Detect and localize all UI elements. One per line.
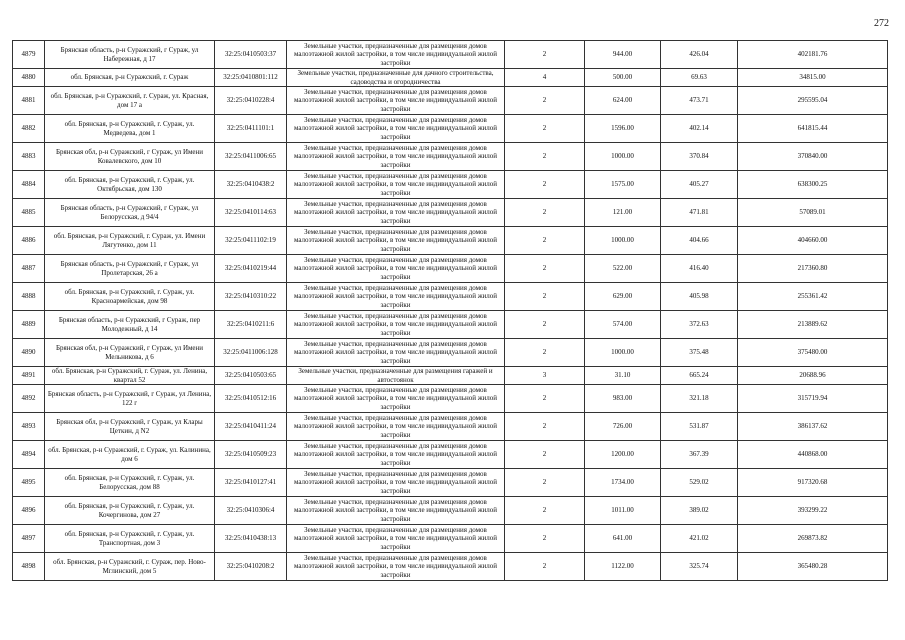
cadastral-number-cell: 32:25:0410127:41 — [215, 469, 287, 497]
land-use-cell: Земельные участки, предназначенные для размещения домов малоэтажной жилой застройки, в том числе индивидуальной жилой застройки — [287, 227, 505, 255]
area-cell: 1000.00 — [585, 339, 661, 367]
cadastral-value-cell: 386137.62 — [738, 413, 888, 441]
cadastral-number-cell: 32:25:0410801:112 — [215, 69, 287, 87]
specific-value-cell: 375.48 — [661, 339, 738, 367]
cadastral-number-cell: 32:25:0410503:37 — [215, 41, 287, 69]
cadastral-value-cell: 638300.25 — [738, 171, 888, 199]
land-use-cell: Земельные участки, предназначенные для дачного строительства, садоводства и огородничества — [287, 69, 505, 87]
address-cell: обл. Брянская, р-н Суражский, г. Сураж, ул. Ленина, квартал 52 — [45, 367, 215, 385]
area-cell: 726.00 — [585, 413, 661, 441]
address-cell: обл. Брянская, р-н Суражский, г. Сураж, ул. Белорусская, дом 88 — [45, 469, 215, 497]
area-cell: 1200.00 — [585, 441, 661, 469]
use-group-cell: 2 — [505, 311, 585, 339]
land-use-cell: Земельные участки, предназначенные для размещения домов малоэтажной жилой застройки, в том числе индивидуальной жилой застройки — [287, 497, 505, 525]
land-use-cell: Земельные участки, предназначенные для размещения домов малоэтажной жилой застройки, в том числе индивидуальной жилой застройки — [287, 143, 505, 171]
table-body — [13, 41, 888, 581]
cadastral-number-cell: 32:25:0410211:6 — [215, 311, 287, 339]
row-number-cell: 4886 — [13, 227, 45, 255]
specific-value-cell: 370.84 — [661, 143, 738, 171]
cadastral-value-cell: 641815.44 — [738, 115, 888, 143]
address-cell: обл. Брянская, р-н Суражский, г. Сураж, ул. Красная, дом 17 а — [45, 87, 215, 115]
page-number: 272 — [874, 18, 889, 29]
area-cell: 1011.00 — [585, 497, 661, 525]
cadastral-number-cell: 32:25:0411101:1 — [215, 115, 287, 143]
table-row — [13, 255, 888, 283]
specific-value-cell: 321.18 — [661, 385, 738, 413]
use-group-cell: 2 — [505, 497, 585, 525]
table-row — [13, 283, 888, 311]
specific-value-cell: 471.81 — [661, 199, 738, 227]
land-use-cell: Земельные участки, предназначенные для размещения домов малоэтажной жилой застройки, в том числе индивидуальной жилой застройки — [287, 171, 505, 199]
specific-value-cell: 402.14 — [661, 115, 738, 143]
cadastral-value-cell: 217360.80 — [738, 255, 888, 283]
specific-value-cell: 416.40 — [661, 255, 738, 283]
table-row — [13, 143, 888, 171]
area-cell: 574.00 — [585, 311, 661, 339]
table-row — [13, 227, 888, 255]
specific-value-cell: 367.39 — [661, 441, 738, 469]
row-number-cell: 4891 — [13, 367, 45, 385]
row-number-cell: 4897 — [13, 525, 45, 553]
cadastral-number-cell: 32:25:0410306:4 — [215, 497, 287, 525]
specific-value-cell: 529.02 — [661, 469, 738, 497]
specific-value-cell: 325.74 — [661, 553, 738, 581]
table-row — [13, 497, 888, 525]
area-cell: 31.10 — [585, 367, 661, 385]
cadastral-value-cell: 255361.42 — [738, 283, 888, 311]
cadastral-number-cell: 32:25:0410509:23 — [215, 441, 287, 469]
use-group-cell: 4 — [505, 69, 585, 87]
address-cell: обл. Брянская, р-н Суражский, г. Сураж — [45, 69, 215, 87]
area-cell: 1734.00 — [585, 469, 661, 497]
use-group-cell: 2 — [505, 441, 585, 469]
table-row — [13, 115, 888, 143]
address-cell: обл. Брянская, р-н Суражский, г. Сураж, ул. Медведева, дом 1 — [45, 115, 215, 143]
cadastral-value-cell: 269873.82 — [738, 525, 888, 553]
address-cell: обл. Брянская, р-н Суражский, г. Сураж, ул. Красноармейская, дом 98 — [45, 283, 215, 311]
table-row — [13, 311, 888, 339]
address-cell: Брянская область, р-н Суражский, г Сураж, ул Ленина, 122 г — [45, 385, 215, 413]
land-use-cell: Земельные участки, предназначенные для размещения домов малоэтажной жилой застройки, в том числе индивидуальной жилой застройки — [287, 385, 505, 413]
address-cell: обл. Брянская, р-н Суражский, г. Сураж, ул. Калинина, дом 6 — [45, 441, 215, 469]
area-cell: 1000.00 — [585, 143, 661, 171]
row-number-cell: 4880 — [13, 69, 45, 87]
row-number-cell: 4882 — [13, 115, 45, 143]
cadastral-number-cell: 32:25:0410219:44 — [215, 255, 287, 283]
address-cell: Брянская обл, р-н Суражский, г Сураж, ул Имени Мельникова, д 6 — [45, 339, 215, 367]
specific-value-cell: 421.02 — [661, 525, 738, 553]
row-number-cell: 4890 — [13, 339, 45, 367]
use-group-cell: 2 — [505, 385, 585, 413]
table-row — [13, 69, 888, 87]
area-cell: 1596.00 — [585, 115, 661, 143]
row-number-cell: 4884 — [13, 171, 45, 199]
row-number-cell: 4879 — [13, 41, 45, 69]
row-number-cell: 4895 — [13, 469, 45, 497]
area-cell: 641.00 — [585, 525, 661, 553]
row-number-cell: 4898 — [13, 553, 45, 581]
land-use-cell: Земельные участки, предназначенные для размещения домов малоэтажной жилой застройки, в том числе индивидуальной жилой застройки — [287, 441, 505, 469]
use-group-cell: 2 — [505, 41, 585, 69]
row-number-cell: 4892 — [13, 385, 45, 413]
table-row — [13, 367, 888, 385]
cadastral-value-cell: 295595.04 — [738, 87, 888, 115]
table-row — [13, 41, 888, 69]
cadastral-number-cell: 32:25:0410411:24 — [215, 413, 287, 441]
use-group-cell: 2 — [505, 413, 585, 441]
row-number-cell: 4881 — [13, 87, 45, 115]
cadastral-number-cell: 32:25:0410228:4 — [215, 87, 287, 115]
address-cell: Брянская обл, р-н Суражский, г Сураж, ул Имени Ковалевского, дом 10 — [45, 143, 215, 171]
row-number-cell: 4883 — [13, 143, 45, 171]
land-use-cell: Земельные участки, предназначенные для размещения домов малоэтажной жилой застройки, в том числе индивидуальной жилой застройки — [287, 311, 505, 339]
specific-value-cell: 531.87 — [661, 413, 738, 441]
cadastral-value-cell: 393299.22 — [738, 497, 888, 525]
land-use-cell: Земельные участки, предназначенные для размещения домов малоэтажной жилой застройки, в том числе индивидуальной жилой застройки — [287, 525, 505, 553]
row-number-cell: 4889 — [13, 311, 45, 339]
address-cell: Брянская область, р-н Суражский, г Сураж, ул Набережная, д 17 — [45, 41, 215, 69]
specific-value-cell: 405.27 — [661, 171, 738, 199]
cadastral-number-cell: 32:25:0410438:2 — [215, 171, 287, 199]
area-cell: 629.00 — [585, 283, 661, 311]
area-cell: 1122.00 — [585, 553, 661, 581]
row-number-cell: 4887 — [13, 255, 45, 283]
cadastral-value-cell: 375480.00 — [738, 339, 888, 367]
cadastral-number-cell: 32:25:0410503:65 — [215, 367, 287, 385]
cadastral-value-cell: 917320.68 — [738, 469, 888, 497]
cadastral-value-cell: 370840.00 — [738, 143, 888, 171]
use-group-cell: 2 — [505, 255, 585, 283]
row-number-cell: 4894 — [13, 441, 45, 469]
specific-value-cell: 404.66 — [661, 227, 738, 255]
address-cell: обл. Брянская, р-н Суражский, г. Сураж, ул. Транспортная, дом 3 — [45, 525, 215, 553]
use-group-cell: 3 — [505, 367, 585, 385]
cadastral-value-cell: 365480.28 — [738, 553, 888, 581]
use-group-cell: 2 — [505, 283, 585, 311]
use-group-cell: 2 — [505, 171, 585, 199]
table-row — [13, 525, 888, 553]
specific-value-cell: 426.04 — [661, 41, 738, 69]
cadastral-value-cell: 57089.01 — [738, 199, 888, 227]
area-cell: 121.00 — [585, 199, 661, 227]
land-use-cell: Земельные участки, предназначенные для размещения домов малоэтажной жилой застройки, в том числе индивидуальной жилой застройки — [287, 469, 505, 497]
table-row — [13, 87, 888, 115]
land-plots-table — [12, 40, 888, 581]
table-row — [13, 469, 888, 497]
area-cell: 522.00 — [585, 255, 661, 283]
row-number-cell: 4896 — [13, 497, 45, 525]
specific-value-cell: 69.63 — [661, 69, 738, 87]
land-use-cell: Земельные участки, предназначенные для размещения домов малоэтажной жилой застройки, в том числе индивидуальной жилой застройки — [287, 115, 505, 143]
land-use-cell: Земельные участки, предназначенные для размещения домов малоэтажной жилой застройки, в том числе индивидуальной жилой застройки — [287, 87, 505, 115]
cadastral-number-cell: 32:25:0410208:2 — [215, 553, 287, 581]
area-cell: 1000.00 — [585, 227, 661, 255]
cadastral-number-cell: 32:25:0411102:19 — [215, 227, 287, 255]
row-number-cell: 4885 — [13, 199, 45, 227]
address-cell: Брянская область, р-н Суражский, г Сураж, ул Белорусская, д 94/4 — [45, 199, 215, 227]
cadastral-number-cell: 32:25:0411006:128 — [215, 339, 287, 367]
area-cell: 944.00 — [585, 41, 661, 69]
use-group-cell: 2 — [505, 227, 585, 255]
area-cell: 983.00 — [585, 385, 661, 413]
use-group-cell: 2 — [505, 525, 585, 553]
land-use-cell: Земельные участки, предназначенные для размещения домов малоэтажной жилой застройки, в том числе индивидуальной жилой застройки — [287, 553, 505, 581]
row-number-cell: 4893 — [13, 413, 45, 441]
specific-value-cell: 389.02 — [661, 497, 738, 525]
address-cell: обл. Брянская, р-н Суражский, г. Сураж, ул. Кочергинова, дом 27 — [45, 497, 215, 525]
table-row — [13, 553, 888, 581]
cadastral-value-cell: 34815.00 — [738, 69, 888, 87]
use-group-cell: 2 — [505, 469, 585, 497]
area-cell: 500.00 — [585, 69, 661, 87]
table-row — [13, 441, 888, 469]
cadastral-number-cell: 32:25:0410310:22 — [215, 283, 287, 311]
use-group-cell: 2 — [505, 87, 585, 115]
table-row — [13, 339, 888, 367]
table-row — [13, 171, 888, 199]
cadastral-value-cell: 315719.94 — [738, 385, 888, 413]
cadastral-value-cell: 402181.76 — [738, 41, 888, 69]
cadastral-number-cell: 32:25:0410512:16 — [215, 385, 287, 413]
specific-value-cell: 372.63 — [661, 311, 738, 339]
row-number-cell: 4888 — [13, 283, 45, 311]
specific-value-cell: 665.24 — [661, 367, 738, 385]
area-cell: 624.00 — [585, 87, 661, 115]
land-use-cell: Земельные участки, предназначенные для размещения домов малоэтажной жилой застройки, в том числе индивидуальной жилой застройки — [287, 283, 505, 311]
address-cell: Брянская область, р-н Суражский, г Сураж, ул Пролетарская, 26 а — [45, 255, 215, 283]
use-group-cell: 2 — [505, 115, 585, 143]
address-cell: обл. Брянская, р-н Суражский, г. Сураж, пер. Ново-Мглинский, дом 5 — [45, 553, 215, 581]
use-group-cell: 2 — [505, 199, 585, 227]
land-use-cell: Земельные участки, предназначенные для размещения домов малоэтажной жилой застройки, в том числе индивидуальной жилой застройки — [287, 41, 505, 69]
land-use-cell: Земельные участки, предназначенные для размещения гаражей и автостоянок — [287, 367, 505, 385]
cadastral-number-cell: 32:25:0410114:63 — [215, 199, 287, 227]
table-row — [13, 385, 888, 413]
specific-value-cell: 473.71 — [661, 87, 738, 115]
cadastral-value-cell: 440868.00 — [738, 441, 888, 469]
use-group-cell: 2 — [505, 339, 585, 367]
use-group-cell: 2 — [505, 553, 585, 581]
specific-value-cell: 405.98 — [661, 283, 738, 311]
address-cell: обл. Брянская, р-н Суражский, г. Сураж, ул. Октябрьская, дом 130 — [45, 171, 215, 199]
cadastral-number-cell: 32:25:0410438:13 — [215, 525, 287, 553]
cadastral-number-cell: 32:25:0411006:65 — [215, 143, 287, 171]
land-use-cell: Земельные участки, предназначенные для размещения домов малоэтажной жилой застройки, в том числе индивидуальной жилой застройки — [287, 339, 505, 367]
table-row — [13, 199, 888, 227]
land-use-cell: Земельные участки, предназначенные для размещения домов малоэтажной жилой застройки, в том числе индивидуальной жилой застройки — [287, 199, 505, 227]
land-use-cell: Земельные участки, предназначенные для размещения домов малоэтажной жилой застройки, в том числе индивидуальной жилой застройки — [287, 413, 505, 441]
cadastral-value-cell: 213889.62 — [738, 311, 888, 339]
use-group-cell: 2 — [505, 143, 585, 171]
address-cell: обл. Брянская, р-н Суражский, г. Сураж, ул. Имени Лягутенко, дом 11 — [45, 227, 215, 255]
cadastral-value-cell: 404660.00 — [738, 227, 888, 255]
area-cell: 1575.00 — [585, 171, 661, 199]
address-cell: Брянская обл, р-н Суражский, г Сураж, ул Клары Цеткин, д N2 — [45, 413, 215, 441]
address-cell: Брянская область, р-н Суражский, г Сураж, пер Молодежный, д 14 — [45, 311, 215, 339]
table-row — [13, 413, 888, 441]
land-use-cell: Земельные участки, предназначенные для размещения домов малоэтажной жилой застройки, в том числе индивидуальной жилой застройки — [287, 255, 505, 283]
cadastral-value-cell: 20688.96 — [738, 367, 888, 385]
